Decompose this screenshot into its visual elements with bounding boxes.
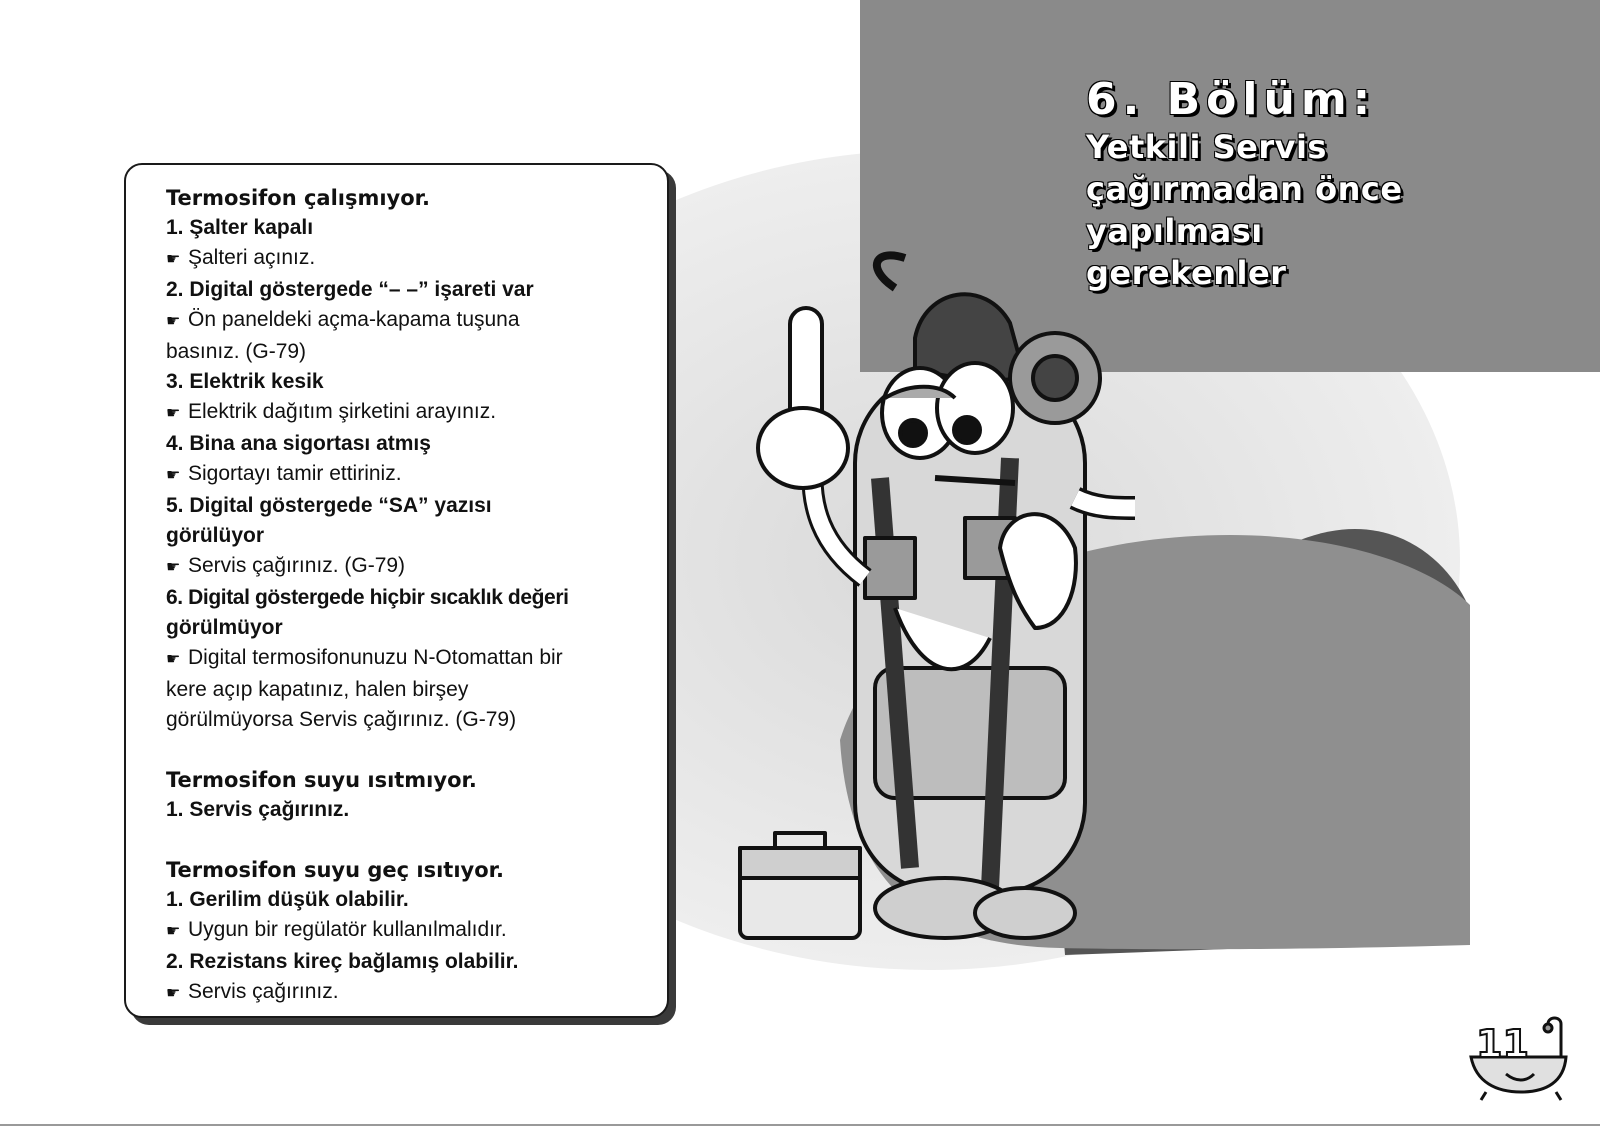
fix-line: ☛ Uygun bir regülatör kullanılmalıdır.	[166, 915, 647, 947]
pointing-hand-icon: ☛	[166, 251, 181, 268]
cause-3: 3. Elektrik kesik	[166, 370, 324, 393]
section-heading-not-heating: Termosifon suyu ısıtmıyor.	[166, 768, 477, 792]
chapter-title	[1086, 74, 1566, 294]
cause-5-continued: görülüyor	[166, 524, 264, 547]
pointing-hand-icon: ☛	[166, 651, 181, 668]
cause-6-continued: görülmüyor	[166, 616, 283, 639]
fix-line: ☛ Sigortayı tamir ettiriniz.	[166, 459, 647, 491]
section-heading-not-working: Termosifon çalışmıyor.	[166, 186, 431, 210]
water-heater-mascot	[735, 248, 1135, 968]
pointing-hand-icon: ☛	[166, 405, 181, 422]
fix-line-continued: görülmüyorsa Servis çağırınız. (G-79)	[166, 708, 517, 731]
chapter-subtitle-2: çağırmadan önce	[1086, 170, 1403, 208]
section-heading-slow-heating: Termosifon suyu geç ısıtıyor.	[166, 858, 504, 882]
chapter-subtitle-1: Yetkili Servis	[1086, 128, 1327, 166]
cause-1: 1. Servis çağırınız.	[166, 798, 350, 821]
fix-line: ☛ Servis çağırınız. (G-79)	[166, 551, 647, 583]
chapter-subtitle-4: gerekenler	[1086, 254, 1287, 292]
troubleshooting-panel	[124, 163, 669, 1018]
fix-line: ☛ Şalteri açınız.	[166, 243, 647, 275]
pointing-hand-icon: ☛	[166, 985, 181, 1002]
chapter-subtitle-3: yapılması	[1086, 212, 1263, 250]
cause-2: 2. Rezistans kireç bağlamış olabilir.	[166, 950, 519, 973]
pointing-hand-icon: ☛	[166, 313, 181, 330]
pointing-hand-icon: ☛	[166, 467, 181, 484]
cause-4: 4. Bina ana sigortası atmış	[166, 432, 431, 455]
section-gap	[166, 735, 647, 765]
fix-line-continued: basınız. (G-79)	[166, 340, 307, 363]
page-number-badge	[1466, 1012, 1576, 1102]
cause-1: 1. Şalter kapalı	[166, 216, 314, 239]
chapter-number: 6. Bölüm:	[1086, 74, 1377, 125]
page-number: 11	[1476, 1022, 1529, 1066]
cause-2: 2. Digital göstergede “– –” işareti var	[166, 278, 534, 301]
fix-line-continued: kere açıp kapatınız, halen birşey	[166, 678, 469, 701]
cause-1: 1. Gerilim düşük olabilir.	[166, 888, 409, 911]
section-gap	[166, 825, 647, 855]
fix-line: ☛ Servis çağırınız.	[166, 977, 647, 1009]
cause-5: 5. Digital göstergede “SA” yazısı	[166, 494, 492, 517]
fix-line: ☛ Digital termosifonunuzu N-Otomattan bir	[166, 643, 647, 675]
fix-line: ☛ Ön paneldeki açma-kapama tuşuna	[166, 305, 647, 337]
fix-line: ☛ Elektrik dağıtım şirketini arayınız.	[166, 397, 647, 429]
cause-6: 6. Digital göstergede hiçbir sıcaklık değeri	[166, 586, 569, 609]
pointing-hand-icon: ☛	[166, 559, 181, 576]
pointing-hand-icon: ☛	[166, 923, 181, 940]
